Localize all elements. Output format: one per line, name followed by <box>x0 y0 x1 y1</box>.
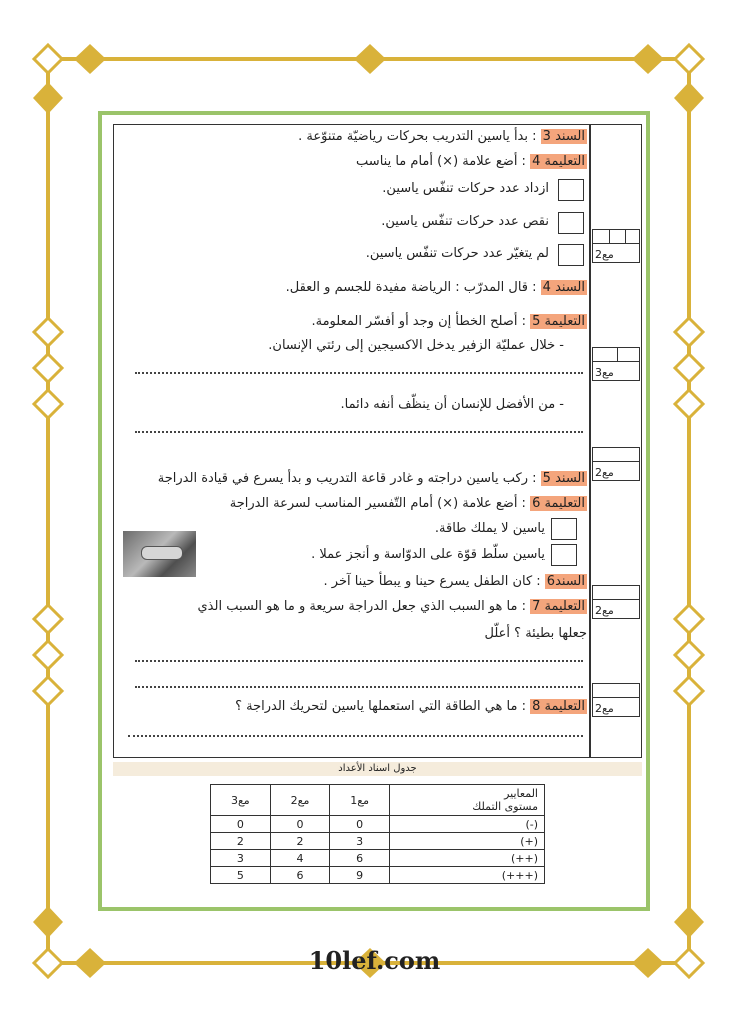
statement-1: - خلال عمليّة الزفير يدخل الاكسيجين إلى رئتي الإنسان. <box>268 338 564 353</box>
instruction-5-label: التعليمة 5 <box>532 314 585 329</box>
sanad-6-text: : كان الطفل يسرع حينا و يبطأ حينا آخر . <box>323 574 541 589</box>
table-cell: 4 <box>270 850 330 867</box>
sanad-3-text: : بدأ ياسين التدريب بحركات رياضيّة متنوّعة . <box>298 129 537 144</box>
score-label: مع3 <box>595 366 614 379</box>
criteria-header <box>390 785 545 816</box>
answer-line[interactable] <box>135 660 583 662</box>
instruction-7-label: التعليمة 7 <box>532 599 585 614</box>
statement-2: - من الأفضل للإنسان أن ينظّف أنفه دائما. <box>340 397 564 412</box>
score-box <box>592 447 640 481</box>
instruction-8-label: التعليمة 8 <box>532 699 585 714</box>
table-cell: 0 <box>211 816 271 833</box>
level-label: مستوى التملك <box>472 800 538 813</box>
instruction-8-text: : ما هي الطاقة التي استعملها ياسين لتحريك الدراجة ؟ <box>235 699 526 714</box>
instruction-7 <box>197 598 587 616</box>
sanad-4-text: : قال المدرّب : الرياضة مفيدة للجسم و العقل. <box>285 280 537 295</box>
answer-line[interactable] <box>135 431 583 433</box>
table-cell: (+++) <box>390 867 545 884</box>
option-text: نقص عدد حركات تنفّس ياسين. <box>381 214 549 229</box>
table-cell: 5 <box>211 867 271 884</box>
column-header: مع3 <box>211 785 271 816</box>
option-text: ياسين سلّط قوّة على الدوّاسة و أنجز عملا . <box>311 547 545 562</box>
sanad-6-label: السند6 <box>546 574 585 589</box>
score-label: مع2 <box>595 702 614 715</box>
table-cell: 9 <box>330 867 390 884</box>
grading-table <box>210 784 545 884</box>
instruction-7-continued: جعلها بطيئة ؟ أعلّل <box>484 626 587 641</box>
column-header: مع2 <box>270 785 330 816</box>
sanad-5 <box>158 470 587 488</box>
table-cell: (+) <box>390 833 545 850</box>
score-label: مع2 <box>595 248 614 261</box>
instruction-5-text: : أصلح الخطأ إن وجد أو أفسّر المعلومة. <box>311 314 526 329</box>
sanad-5-text: : ركب ياسين دراجته و غادر قاعة التدريب و بدأ يسرع في قيادة الدراجة <box>157 471 537 486</box>
criteria-label: المعايير <box>504 787 538 800</box>
table-header-row <box>211 785 545 816</box>
instruction-4-label: التعليمة 4 <box>532 154 585 169</box>
score-box <box>592 347 640 381</box>
instruction-5 <box>311 313 587 331</box>
table-cell: 2 <box>270 833 330 850</box>
sanad-3-label: السند 3 <box>542 129 585 144</box>
column-header: مع1 <box>330 785 390 816</box>
sanad-3 <box>298 128 587 146</box>
answer-line[interactable] <box>135 686 583 688</box>
option-text: ازداد عدد حركات تنفّس ياسين. <box>382 181 549 196</box>
option-text: ياسين لا يملك طاقة. <box>434 521 545 536</box>
answer-line[interactable] <box>135 372 583 374</box>
table-row <box>211 850 545 867</box>
score-box <box>592 683 640 717</box>
score-label: مع2 <box>595 604 614 617</box>
answer-line[interactable] <box>128 735 583 737</box>
instruction-4 <box>356 153 587 171</box>
checkbox-t6-1[interactable] <box>551 518 577 540</box>
table-row <box>211 833 545 850</box>
table-cell: 2 <box>211 833 271 850</box>
sanad-6 <box>324 573 588 591</box>
instruction-6-label: التعليمة 6 <box>532 496 585 511</box>
checkbox-t4-2[interactable] <box>558 212 584 234</box>
instruction-7-text: : ما هو السبب الذي جعل الدراجة سريعة و ما هو السبب الذي <box>197 599 526 614</box>
bicycle-pedal-photo <box>123 531 196 577</box>
sanad-4-label: السند 4 <box>542 280 585 295</box>
checkbox-t4-3[interactable] <box>558 244 584 266</box>
table-cell: 0 <box>330 816 390 833</box>
sanad-5-label: السند 5 <box>542 471 585 486</box>
option-text: لم يتغيّر عدد حركات تنفّس ياسين. <box>365 246 549 261</box>
table-cell: (-) <box>390 816 545 833</box>
score-label: مع2 <box>595 466 614 479</box>
score-box <box>592 229 640 263</box>
site-watermark: 10lef.com <box>308 946 441 975</box>
table-cell: (++) <box>390 850 545 867</box>
checkbox-t4-1[interactable] <box>558 179 584 201</box>
table-cell: 6 <box>330 850 390 867</box>
score-column-divider <box>589 124 591 758</box>
table-cell: 3 <box>330 833 390 850</box>
table-cell: 6 <box>270 867 330 884</box>
instruction-6-text: : أضع علامة (×) أمام التّفسير المناسب لسرعة الدراجة <box>229 496 526 511</box>
table-cell: 3 <box>211 850 271 867</box>
table-row <box>211 867 545 884</box>
grading-table-title: جدول اسناد الأعداد <box>113 762 642 776</box>
table-row <box>211 816 545 833</box>
instruction-6 <box>230 495 587 513</box>
sanad-4 <box>286 279 587 297</box>
table-cell: 0 <box>270 816 330 833</box>
instruction-8 <box>235 698 587 716</box>
instruction-4-text: : أضع علامة (×) أمام ما يناسب <box>356 154 526 169</box>
score-box <box>592 585 640 619</box>
checkbox-t6-2[interactable] <box>551 544 577 566</box>
